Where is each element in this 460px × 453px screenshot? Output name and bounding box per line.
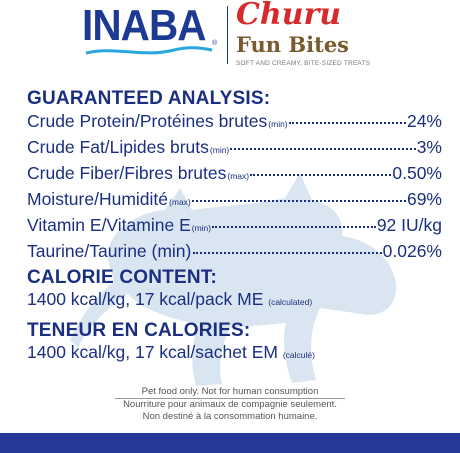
dot-leader	[230, 148, 415, 150]
nutrient-name: Crude Fiber/Fibres brutes	[27, 163, 227, 183]
analysis-row	[27, 162, 442, 188]
fun-bites-logo: Fun Bites	[236, 32, 349, 57]
calorie-value: 1400 kcal/kg, 17 kcal/pack ME	[27, 289, 269, 309]
nutrient-qualifier: (max)	[169, 197, 191, 207]
nutrient-name: Taurine/Taurine (min)	[27, 241, 192, 261]
logo-divider	[227, 6, 228, 64]
teneur-value: 1400 kcal/kg, 17 kcal/sachet EM	[27, 342, 283, 362]
nutrient-name: Vitamin E/Vitamine E	[27, 215, 191, 235]
nutrient-qualifier: (min)	[191, 223, 212, 233]
nutrient-value: 69%	[406, 189, 442, 209]
inaba-logo: INABA	[82, 1, 206, 50]
bottom-color-band	[0, 433, 460, 453]
disclaimer	[0, 386, 460, 423]
dot-leader	[289, 122, 406, 124]
churu-logo: Churu	[236, 0, 342, 32]
nutrient-value: 3%	[416, 137, 442, 157]
nutrient-value: 0.026%	[382, 241, 442, 261]
wave-icon	[84, 44, 214, 58]
analysis-row	[27, 240, 442, 263]
tagline: SOFT AND CREAMY, BITE-SIZED TREATS	[236, 60, 371, 67]
nutrient-value: 24%	[406, 111, 442, 131]
analysis-row	[27, 188, 442, 214]
nutrient-qualifier: (min)	[268, 119, 288, 129]
teneur-heading: TENEUR EN CALORIES:	[27, 320, 251, 341]
nutrient-name: Crude Protein/Protéines brutes	[27, 111, 268, 131]
registered-mark: ®	[212, 40, 218, 47]
nutrient-name: Moisture/Humidité	[27, 189, 169, 209]
analysis-row	[27, 110, 442, 136]
calorie-content-section	[27, 267, 442, 312]
analysis-row	[27, 214, 442, 240]
calorie-heading: CALORIE CONTENT:	[27, 267, 218, 288]
nutrient-value: 92 IU/kg	[376, 215, 442, 235]
analysis-heading: GUARANTEED ANALYSIS:	[27, 88, 271, 109]
nutrient-qualifier: (max)	[227, 171, 250, 181]
analysis-row	[27, 136, 442, 162]
disclaimer-line-2: Nourriture pour animaux de compagnie seulement.	[123, 399, 337, 410]
teneur-note: (calculé)	[282, 350, 315, 360]
dot-leader	[193, 252, 381, 254]
calorie-line	[27, 289, 442, 312]
disclaimer-line-3: Non destiné à la consommation humaine.	[142, 411, 318, 422]
nutrient-value: 0.50%	[392, 163, 442, 183]
teneur-section	[27, 320, 442, 365]
nutrient-qualifier: (min)	[209, 145, 230, 155]
nutrient-name: Crude Fat/Lipides bruts	[27, 137, 209, 157]
dot-leader	[212, 226, 376, 228]
nutrition-panel	[27, 88, 442, 365]
calorie-note: (calculated)	[268, 297, 313, 307]
teneur-line	[27, 342, 442, 365]
brand-logo-area	[0, 0, 460, 84]
disclaimer-line-1: Pet food only. Not for human consumption	[141, 386, 319, 397]
dot-leader	[192, 200, 406, 202]
dot-leader	[250, 174, 391, 176]
